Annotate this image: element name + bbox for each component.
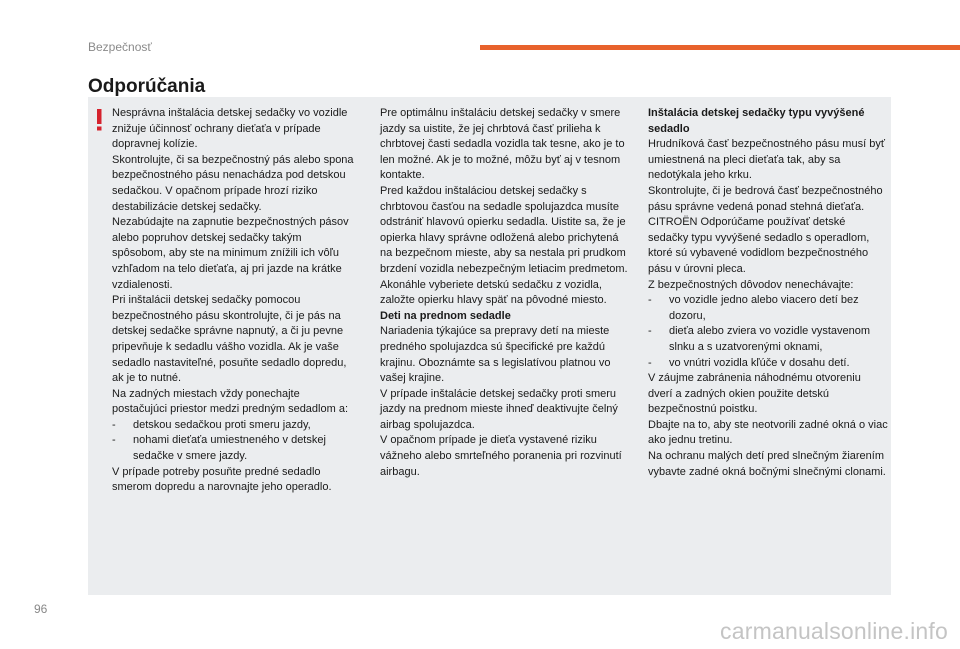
paragraph: Na ochranu malých detí pred slnečným žiarením vybavte zadné okná bočnými slnečnými clonami. (648, 450, 886, 478)
subheading: Deti na prednom sedadle (380, 309, 511, 322)
page-number: 96 (34, 602, 48, 616)
list-item: - vo vozidle jedno alebo viacero detí bez dozoru, (648, 294, 859, 322)
paragraph: Pri inštalácii detskej sedačky pomocou bezpečnostného pásu skontrolujte, či je pás na detskej sedačke správne napnutý, a či ju pevne pripevňuje k sedadlu vášho vozidla. Ak je vaše sedadlo nastaviteľné, posuňte sedadlo dopredu, ak je to nutné. (112, 294, 347, 385)
header-accent-bar (480, 45, 960, 50)
list-item: - dieťa alebo zviera vo vozidle vystavenom slnku a s uzatvorenými oknami, (648, 325, 871, 353)
paragraph: V prípade potreby posuňte predné sedadlo smerom dopredu a narovnajte jeho operadlo. (112, 465, 332, 494)
list-item: - detskou sedačkou proti smeru jazdy, (112, 418, 311, 431)
paragraph: Skontrolujte, či je bedrová časť bezpečnostného pásu správne vedená ponad stehná dieťaťa. (648, 184, 883, 213)
list-item: - nohami dieťaťa umiestneného v detskej sedačke v smere jazdy. (112, 434, 326, 463)
paragraph: Pred každou inštaláciou detskej sedačky s chrbtovou časťou na sedadle spolujazdca musíte odstrániť hlavovú opierku sedadla. Uistite sa, že je opierka hlavy správne odložená alebo prichytená na bezpečnom mieste, aby sa nestala pri prudkom brzdení vozidla nebezpečným letiacim predmetom. Akonáhle vyberiete detskú sedačku z vozidla, založte opierku hlavy späť na pôvodné miesto. (380, 184, 628, 307)
column-right (648, 106, 888, 480)
paragraph: Nesprávna inštalácia detskej sedačky vo vozidle znižuje účinnosť ochrany dieťaťa v prípade dopravnej kolízie. (112, 107, 348, 151)
column-middle (380, 106, 628, 480)
column-warning (112, 106, 354, 496)
subheading: Inštalácia detskej sedačky typu vyvýšené sedadlo (648, 107, 865, 135)
paragraph: Hrudníková časť bezpečnostného pásu musí byť umiestnená na pleci dieťaťa tak, aby sa nedotýkala jeho krku. (648, 138, 885, 182)
paragraph: V opačnom prípade je dieťa vystavené riziku vážneho alebo smrteľného poranenia pri rozvinutí airbagu. (380, 434, 622, 478)
paragraph: Nariadenia týkajúce sa prepravy detí na mieste predného spolujazdca sú špecifické pre každú krajinu. Oboznámte sa s legislatívou platnou vo vašej krajine. (380, 325, 611, 385)
section-title: Bezpečnosť (88, 40, 152, 54)
paragraph: Pre optimálnu inštaláciu detskej sedačky v smere jazdy sa uistite, že jej chrbtová časť prilieha k chrbtovej časti sedadla vozidla tak tesne, ako je to len možné. Ak je to možné, môžu byť aj v tesnom kontakte. (380, 107, 625, 182)
paragraph: Z bezpečnostných dôvodov nenechávajte: (648, 278, 854, 291)
paragraph: Na zadných miestach vždy ponechajte postačujúci priestor medzi predným sedadlom a: (112, 387, 349, 416)
paragraph: Nezabúdajte na zapnutie bezpečnostných pásov alebo popruhov detskej sedačky takým spôsobom, aby ste na minimum znížili ich vôľu vzhľadom na telo dieťaťa, aj pri jazde na krátke vzdialenosti. (112, 216, 349, 291)
paragraph: V záujme zabránenia náhodnému otvoreniu dverí a zadných okien použite detskú bezpečnostnú poistku. (648, 372, 861, 416)
paragraph: Skontrolujte, či sa bezpečnostný pás alebo spona bezpečnostného pásu nenachádza pod detskou sedačkou. V opačnom prípade hrozí riziko destabilizácie detskej sedačky. (112, 153, 354, 213)
list-item: - vo vnútri vozidla kľúče v dosahu detí. (648, 356, 850, 369)
paragraph: Dbajte na to, aby ste neotvorili zadné okná o viac ako jednu tretinu. (648, 418, 888, 447)
watermark: carmanualsonline.info (720, 618, 948, 644)
exclamation-icon (93, 109, 105, 131)
paragraph: V prípade inštalácie detskej sedačky proti smeru jazdy na prednom mieste ihneď deaktivujte čelný airbag spolujazdca. (380, 387, 618, 431)
paragraph: CITROËN Odporúčame používať detské sedačky typu vyvýšené sedadlo s operadlom, ktoré sú vybavené vodidlom bezpečnostného pásu v úrovni pleca. (648, 216, 870, 275)
page-title: Odporúčania (88, 76, 206, 97)
